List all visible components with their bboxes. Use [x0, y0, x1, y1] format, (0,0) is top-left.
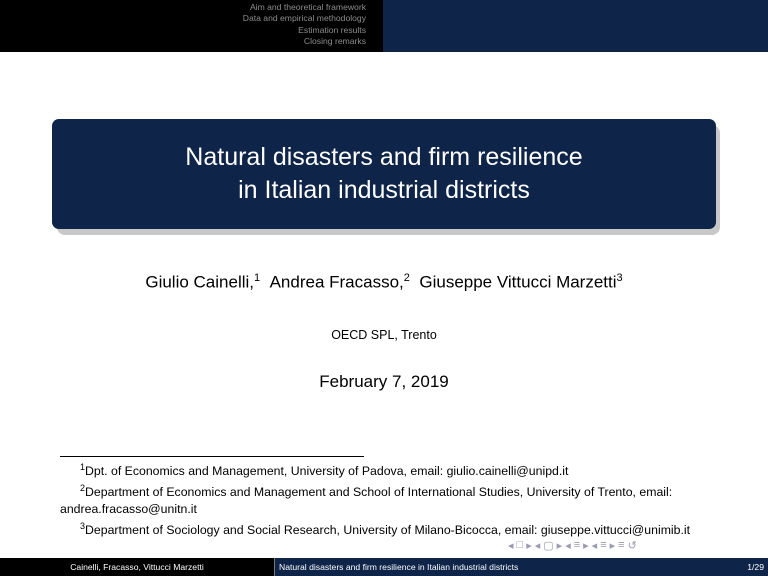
top-navigation-bar [0, 0, 768, 52]
title-line-1: Natural disasters and firm resilience [185, 143, 583, 171]
frame-icon[interactable]: ▢ [543, 539, 554, 552]
section-navigation [0, 2, 366, 48]
footnote-divider [60, 456, 364, 457]
prev-frame-icon[interactable]: ◂ [534, 539, 541, 552]
footnote [60, 459, 715, 480]
author-footnote-mark: 3 [616, 272, 623, 284]
next-frame-icon[interactable]: ▸ [556, 539, 563, 552]
nav-item-aim[interactable]: Aim and theoretical framework [249, 2, 366, 12]
appendix-icon[interactable]: ≡ [618, 539, 625, 551]
prev-subsection-icon[interactable]: ◂ [565, 539, 571, 552]
prev-slide-icon[interactable]: ◂ [508, 539, 514, 552]
footnote [60, 480, 715, 518]
footnote-mark: 3 [80, 521, 86, 532]
author-name: Giulio Cainelli, [145, 272, 255, 292]
top-bar-navy-panel [383, 0, 768, 52]
footnote-mark: 1 [80, 462, 86, 472]
author-name: Andrea Fracasso, [269, 272, 404, 292]
author-list [0, 272, 768, 293]
footnotes [60, 459, 715, 539]
section-icon[interactable]: ≡ [600, 539, 607, 551]
footnote-mark: 2 [80, 483, 86, 494]
footer-bar [0, 558, 768, 576]
footnote-text: Dpt. of Economics and Management, University of Padova, email: giulio.cainelli@unipd.it [85, 464, 569, 479]
presentation-date: February 7, 2019 [319, 372, 449, 391]
search-icon[interactable]: ↺ [627, 539, 637, 552]
beamer-navigation-controls [508, 536, 637, 554]
footnote-text: Department of Sociology and Social Research, University of Milano-Bicocca, email: giuseppe.vittucci@unimib.it [85, 523, 691, 538]
next-subsection-icon[interactable]: ▸ [583, 539, 589, 552]
next-slide-icon[interactable]: ▸ [526, 539, 532, 552]
nav-item-closing[interactable]: Closing remarks [303, 36, 366, 47]
subsection-icon[interactable]: ≡ [573, 539, 581, 551]
author-footnote-mark: 2 [403, 272, 410, 284]
page-number: 1/29 [659, 558, 768, 576]
slide-icon[interactable]: □ [516, 539, 524, 551]
title-line-2: in Italian industrial districts [238, 176, 530, 204]
footnote-text: Department of Economics and Management and School of International Studies, University of Trento, email: andrea.fracasso@unitn.it [60, 485, 673, 517]
footer-title: Natural disasters and firm resilience in Italian industrial districts [274, 558, 659, 576]
nav-item-data[interactable]: Data and empirical methodology [242, 13, 366, 24]
nav-item-estimation[interactable]: Estimation results [298, 24, 366, 35]
venue: OECD SPL, Trento [331, 328, 437, 342]
prev-section-icon[interactable]: ◂ [591, 539, 598, 552]
title-box [52, 119, 716, 229]
author-footnote-mark: 1 [254, 272, 261, 284]
next-section-icon[interactable]: ▸ [609, 539, 616, 552]
author-name: Giuseppe Vittucci Marzetti [419, 272, 617, 292]
footer-authors: Cainelli, Fracasso, Vittucci Marzetti [0, 558, 274, 576]
